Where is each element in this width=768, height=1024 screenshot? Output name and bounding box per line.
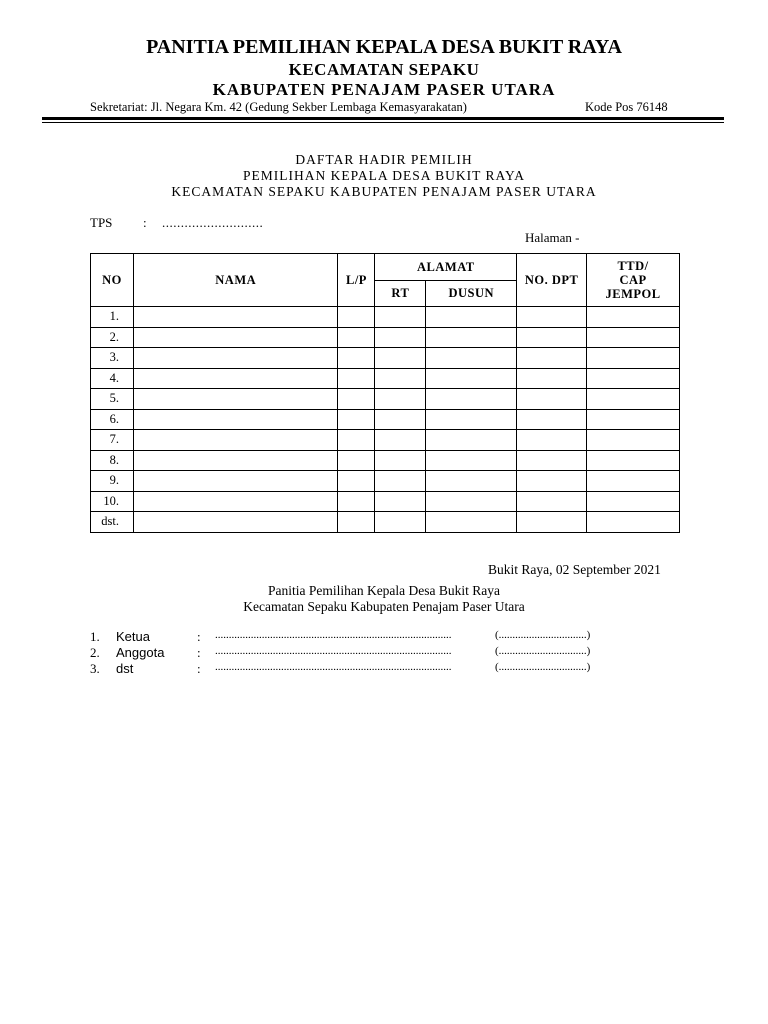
lp-cell[interactable] (338, 389, 375, 410)
signatory-name-field[interactable]: ...................................................................................... (215, 661, 452, 673)
signatory-name-field[interactable]: ...................................................................................... (215, 645, 452, 657)
rt-cell[interactable] (375, 512, 426, 533)
table-row (91, 471, 680, 492)
table-row (91, 491, 680, 512)
table-row (91, 409, 680, 430)
nama-cell[interactable] (133, 471, 338, 492)
lp-cell[interactable] (338, 327, 375, 348)
signatory-number: 3. (90, 661, 100, 676)
dusun-cell[interactable] (426, 368, 517, 389)
document-title-line2: PEMILIHAN KEPALA DESA BUKIT RAYA (242, 168, 526, 183)
nama-cell[interactable] (133, 389, 338, 410)
rt-cell[interactable] (375, 368, 426, 389)
ttd-cell[interactable] (587, 327, 680, 348)
dusun-cell[interactable] (426, 307, 517, 328)
table-row (91, 368, 680, 389)
nama-cell[interactable] (133, 348, 338, 369)
ttd-cell[interactable] (587, 430, 680, 451)
no-dpt-cell[interactable] (517, 368, 587, 389)
no-dpt-cell[interactable] (517, 471, 587, 492)
rt-cell[interactable] (375, 471, 426, 492)
no-dpt-cell[interactable] (517, 327, 587, 348)
no-dpt-cell[interactable] (517, 450, 587, 471)
signatory-role: dst (116, 661, 134, 676)
tps-value-field[interactable]: ........................... (162, 215, 264, 230)
header-divider-thin (42, 122, 724, 123)
row-number: dst. (91, 512, 134, 533)
nama-cell[interactable] (133, 409, 338, 430)
nama-cell[interactable] (133, 327, 338, 348)
row-number: 3. (91, 348, 134, 369)
header-ttd-line3: JEMPOL (605, 287, 661, 301)
dusun-cell[interactable] (426, 389, 517, 410)
lp-cell[interactable] (338, 348, 375, 369)
dusun-cell[interactable] (426, 512, 517, 533)
lp-cell[interactable] (338, 471, 375, 492)
table-row (91, 430, 680, 451)
org-title: PANITIA PEMILIHAN KEPALA DESA BUKIT RAYA (146, 36, 622, 58)
rt-cell[interactable] (375, 491, 426, 512)
header-no: NO (91, 254, 134, 307)
signatory-colon: : (197, 645, 201, 660)
header-ttd-line1: TTD/ (617, 259, 649, 273)
lp-cell[interactable] (338, 430, 375, 451)
signatory-number: 1. (90, 629, 100, 644)
rt-cell[interactable] (375, 348, 426, 369)
header-divider-thick (42, 117, 724, 120)
org-subtitle-regency: KABUPATEN PENAJAM PASER UTARA (212, 80, 556, 99)
signatory-name-field[interactable]: ...................................................................................... (215, 629, 452, 641)
header-rt: RT (375, 281, 426, 307)
table-row (91, 450, 680, 471)
nama-cell[interactable] (133, 450, 338, 471)
ttd-cell[interactable] (587, 491, 680, 512)
org-subtitle-district: KECAMATAN SEPAKU (288, 60, 480, 79)
header-nama: NAMA (133, 254, 338, 307)
tps-label: TPS (90, 215, 113, 230)
document-title-line1: DAFTAR HADIR PEMILIH (295, 152, 473, 167)
nama-cell[interactable] (133, 491, 338, 512)
rt-cell[interactable] (375, 327, 426, 348)
no-dpt-cell[interactable] (517, 409, 587, 430)
ttd-cell[interactable] (587, 471, 680, 492)
row-number: 9. (91, 471, 134, 492)
ttd-cell[interactable] (587, 450, 680, 471)
lp-cell[interactable] (338, 307, 375, 328)
dusun-cell[interactable] (426, 491, 517, 512)
no-dpt-cell[interactable] (517, 491, 587, 512)
dusun-cell[interactable] (426, 430, 517, 451)
postal-code: Kode Pos 76148 (585, 100, 668, 114)
ttd-cell[interactable] (587, 368, 680, 389)
signatory-colon: : (197, 629, 201, 644)
signatory-signature-field[interactable]: (................................) (495, 661, 591, 673)
page-number-label: Halaman - (525, 230, 580, 245)
secretariat-address: Sekretariat: Jl. Negara Km. 42 (Gedung Sekber Lembaga Kemasyarakatan) (90, 100, 467, 114)
signatory-role: Ketua (116, 629, 150, 644)
row-number: 6. (91, 409, 134, 430)
header-alamat: ALAMAT (375, 254, 517, 281)
lp-cell[interactable] (338, 512, 375, 533)
signatory-number: 2. (90, 645, 100, 660)
nama-cell[interactable] (133, 368, 338, 389)
table-row (91, 389, 680, 410)
lp-cell[interactable] (338, 450, 375, 471)
nama-cell[interactable] (133, 307, 338, 328)
row-number: 10. (91, 491, 134, 512)
signatory-signature-field[interactable]: (................................) (495, 645, 591, 657)
table-row (91, 512, 680, 533)
row-number: 2. (91, 327, 134, 348)
dusun-cell[interactable] (426, 409, 517, 430)
rt-cell[interactable] (375, 307, 426, 328)
ttd-cell[interactable] (587, 389, 680, 410)
dusun-cell[interactable] (426, 348, 517, 369)
signatory-role: Anggota (116, 645, 165, 660)
row-number: 1. (91, 307, 134, 328)
ttd-cell[interactable] (587, 348, 680, 369)
nama-cell[interactable] (133, 430, 338, 451)
no-dpt-cell[interactable] (517, 430, 587, 451)
no-dpt-cell[interactable] (517, 348, 587, 369)
header-ttd-line2: CAP (619, 273, 647, 287)
ttd-cell[interactable] (587, 512, 680, 533)
row-number: 5. (91, 389, 134, 410)
rt-cell[interactable] (375, 389, 426, 410)
sign-org-line2: Kecamatan Sepaku Kabupaten Penajam Paser Utara (243, 599, 525, 614)
voter-attendance-table (90, 253, 680, 533)
table-row (91, 307, 680, 328)
document-title-line3: KECAMATAN SEPAKU KABUPATEN PENAJAM PASER UTARA (171, 184, 597, 199)
table-row (91, 348, 680, 369)
nama-cell[interactable] (133, 512, 338, 533)
rt-cell[interactable] (375, 409, 426, 430)
row-number: 7. (91, 430, 134, 451)
rt-cell[interactable] (375, 430, 426, 451)
rt-cell[interactable] (375, 450, 426, 471)
dusun-cell[interactable] (426, 327, 517, 348)
ttd-cell[interactable] (587, 307, 680, 328)
no-dpt-cell[interactable] (517, 512, 587, 533)
ttd-cell[interactable] (587, 409, 680, 430)
row-number: 8. (91, 450, 134, 471)
header-lp: L/P (338, 254, 375, 307)
sign-org-line1: Panitia Pemilihan Kepala Desa Bukit Raya (267, 583, 501, 598)
lp-cell[interactable] (338, 491, 375, 512)
signatory-colon: : (197, 661, 201, 676)
no-dpt-cell[interactable] (517, 389, 587, 410)
no-dpt-cell[interactable] (517, 307, 587, 328)
header-dusun: DUSUN (426, 281, 517, 307)
header-no-dpt: NO. DPT (517, 254, 587, 307)
signatory-signature-field[interactable]: (................................) (495, 629, 591, 641)
table-row (91, 327, 680, 348)
lp-cell[interactable] (338, 409, 375, 430)
lp-cell[interactable] (338, 368, 375, 389)
header-ttd (587, 254, 680, 307)
dusun-cell[interactable] (426, 471, 517, 492)
sign-place-date: Bukit Raya, 02 September 2021 (488, 562, 661, 577)
row-number: 4. (91, 368, 134, 389)
dusun-cell[interactable] (426, 450, 517, 471)
tps-colon: : (143, 215, 147, 230)
